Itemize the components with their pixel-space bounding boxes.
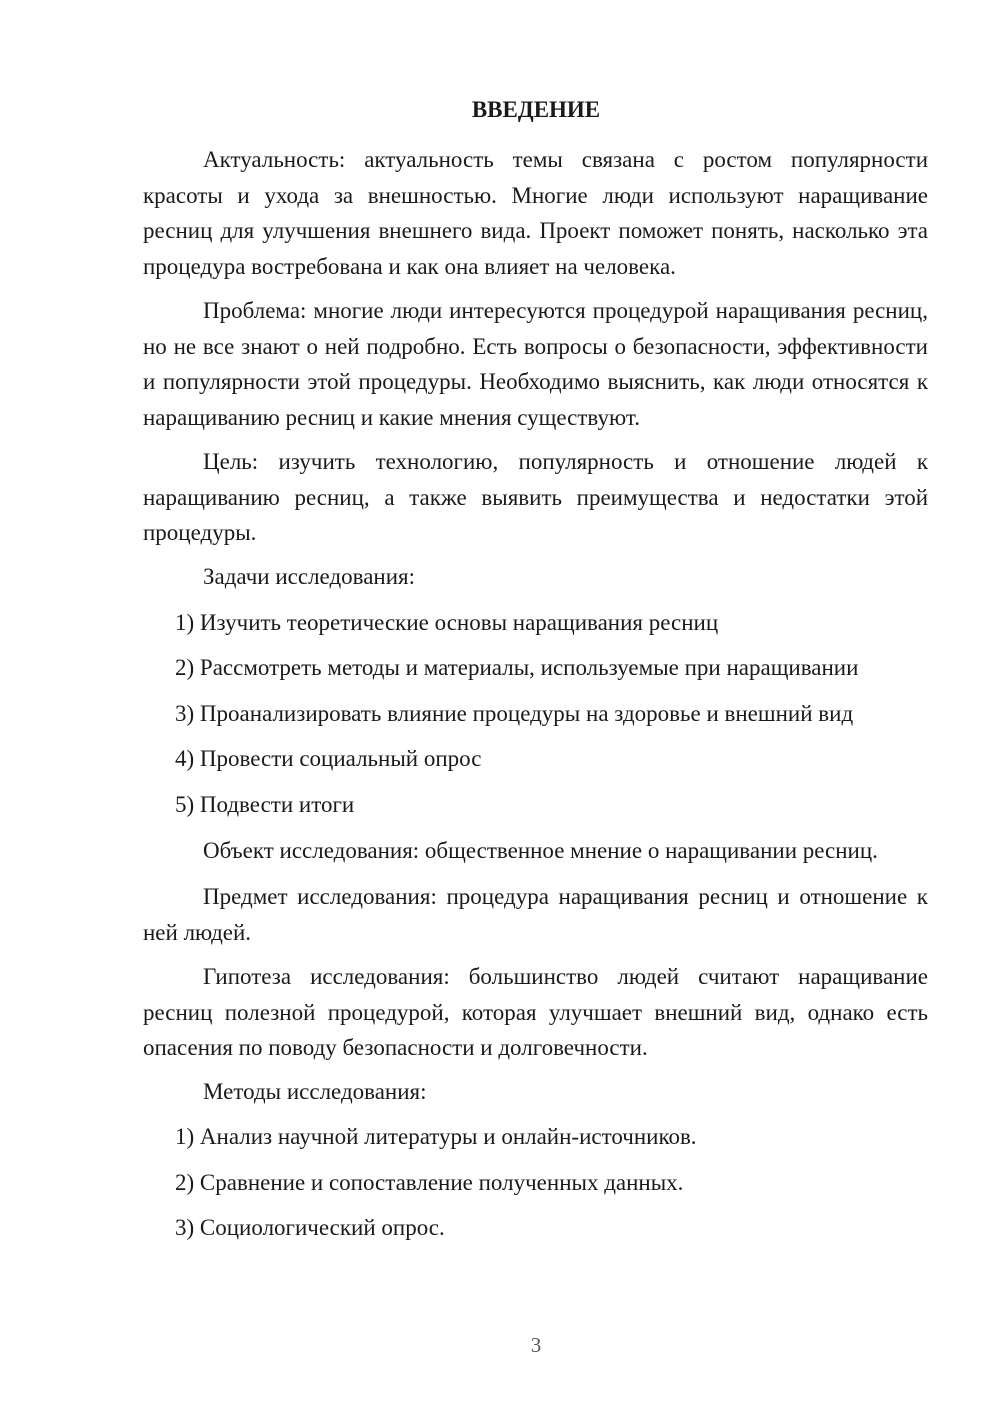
object-statement: Объект исследования: общественное мнение о наращивании ресниц. bbox=[203, 838, 878, 863]
method-item-1: 1) Анализ научной литературы и онлайн-источников. bbox=[175, 1124, 697, 1149]
page-number: 3 bbox=[530, 1333, 542, 1357]
page-title: ВВЕДЕНИЕ bbox=[471, 97, 601, 122]
task-item-4: 4) Провести социальный опрос bbox=[175, 746, 482, 771]
task-item-1: 1) Изучить теоретические основы наращивания ресниц bbox=[175, 610, 719, 635]
hypothesis-paragraph: Гипотеза исследования: большинство людей считают наращивание ресниц полезной процедурой, которая улучшает внешний вид, однако есть опасения по поводу безопасности и долговечности. bbox=[143, 964, 928, 1060]
task-item-3: 3) Проанализировать влияние процедуры на здоровье и внешний вид bbox=[175, 701, 854, 726]
tasks-heading: Задачи исследования: bbox=[203, 564, 416, 589]
methods-heading: Методы исследования: bbox=[203, 1079, 427, 1104]
subject-paragraph: Предмет исследования: процедура наращивания ресниц и отношение к ней людей. bbox=[143, 884, 928, 945]
relevance-paragraph: Актуальность: актуальность темы связана с ростом популярности красоты и ухода за внешностью. Многие люди используют наращивание ресниц для улучшения внешнего вида. Проект поможет понять, насколько эта процедура востребована и как она влияет на человека. bbox=[143, 147, 928, 279]
task-item-5: 5) Подвести итоги bbox=[175, 792, 355, 817]
goal-paragraph: Цель: изучить технологию, популярность и отношение людей к наращиванию ресниц, а также выявить преимущества и недостатки этой процедуры. bbox=[143, 449, 928, 545]
task-item-2: 2) Рассмотреть методы и материалы, используемые при наращивании bbox=[175, 655, 859, 680]
problem-paragraph: Проблема: многие люди интересуются процедурой наращивания ресниц, но не все знают о ней подробно. Есть вопросы о безопасности, эффективности и популярности этой процедуры. Необходимо выяснить, как люди относятся к наращиванию ресниц и какие мнения существуют. bbox=[143, 298, 928, 430]
method-item-3: 3) Социологический опрос. bbox=[175, 1215, 445, 1240]
method-item-2: 2) Сравнение и сопоставление полученных данных. bbox=[175, 1170, 684, 1195]
